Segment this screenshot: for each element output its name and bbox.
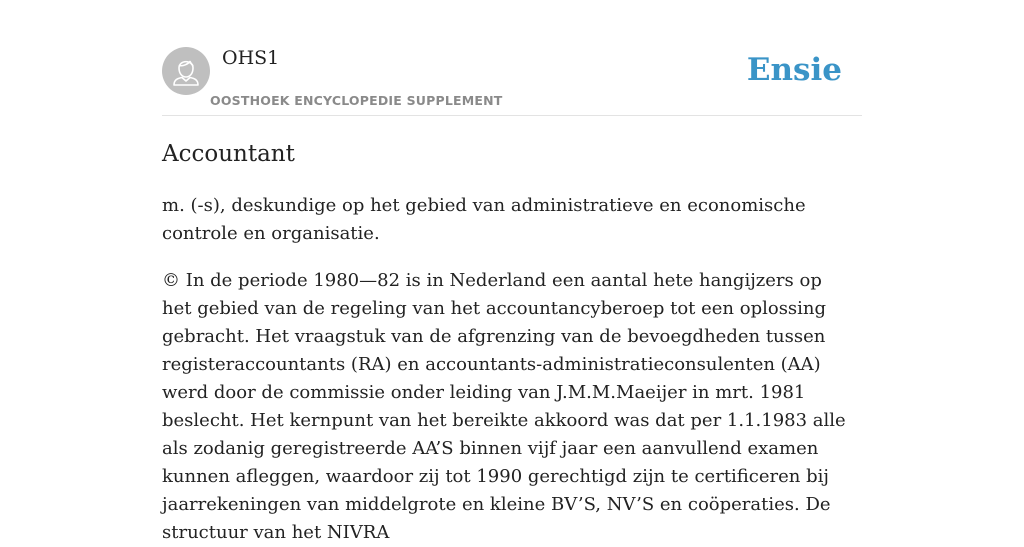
ensie-logo-link[interactable]: Ensie [746, 52, 842, 88]
source-header [162, 0, 862, 116]
article-headword: Accountant [162, 141, 295, 167]
user-icon [162, 47, 210, 95]
source-name[interactable]: OOSTHOEK ENCYCLOPEDIE SUPPLEMENT [210, 93, 503, 108]
article-definition: m. (-s), deskundige op het gebied van administratieve en economische controle en organisatie. [162, 195, 806, 244]
source-avatar[interactable] [162, 47, 210, 95]
article-body: © In de periode 1980—82 is in Nederland een aantal hete hangijzers op het gebied van de regeling van het accountancyberoep tot een oplossing gebracht. Het vraagstuk van de afgrenzing van de bevoegdheden tussen registeraccountants (RA) en accountants-administratieconsulenten (AA) werd door de commissie onder leiding van J.M.M.Maeijer in mrt. 1981 beslecht. Het kernpunt van het bereikte akkoord was dat per 1.1.1983 alle als zodanig geregistreerde AA’S binnen vijf jaar een aanvullend examen kunnen afleggen, waardoor zij tot 1990 gerechtigd zijn te certificeren bij jaarrekeningen van middelgrote en kleine BV’S, NV’S en coöperaties. De structuur van het NIVRA [162, 270, 846, 543]
article [162, 138, 862, 547]
source-code[interactable]: OHS1 [222, 47, 280, 69]
